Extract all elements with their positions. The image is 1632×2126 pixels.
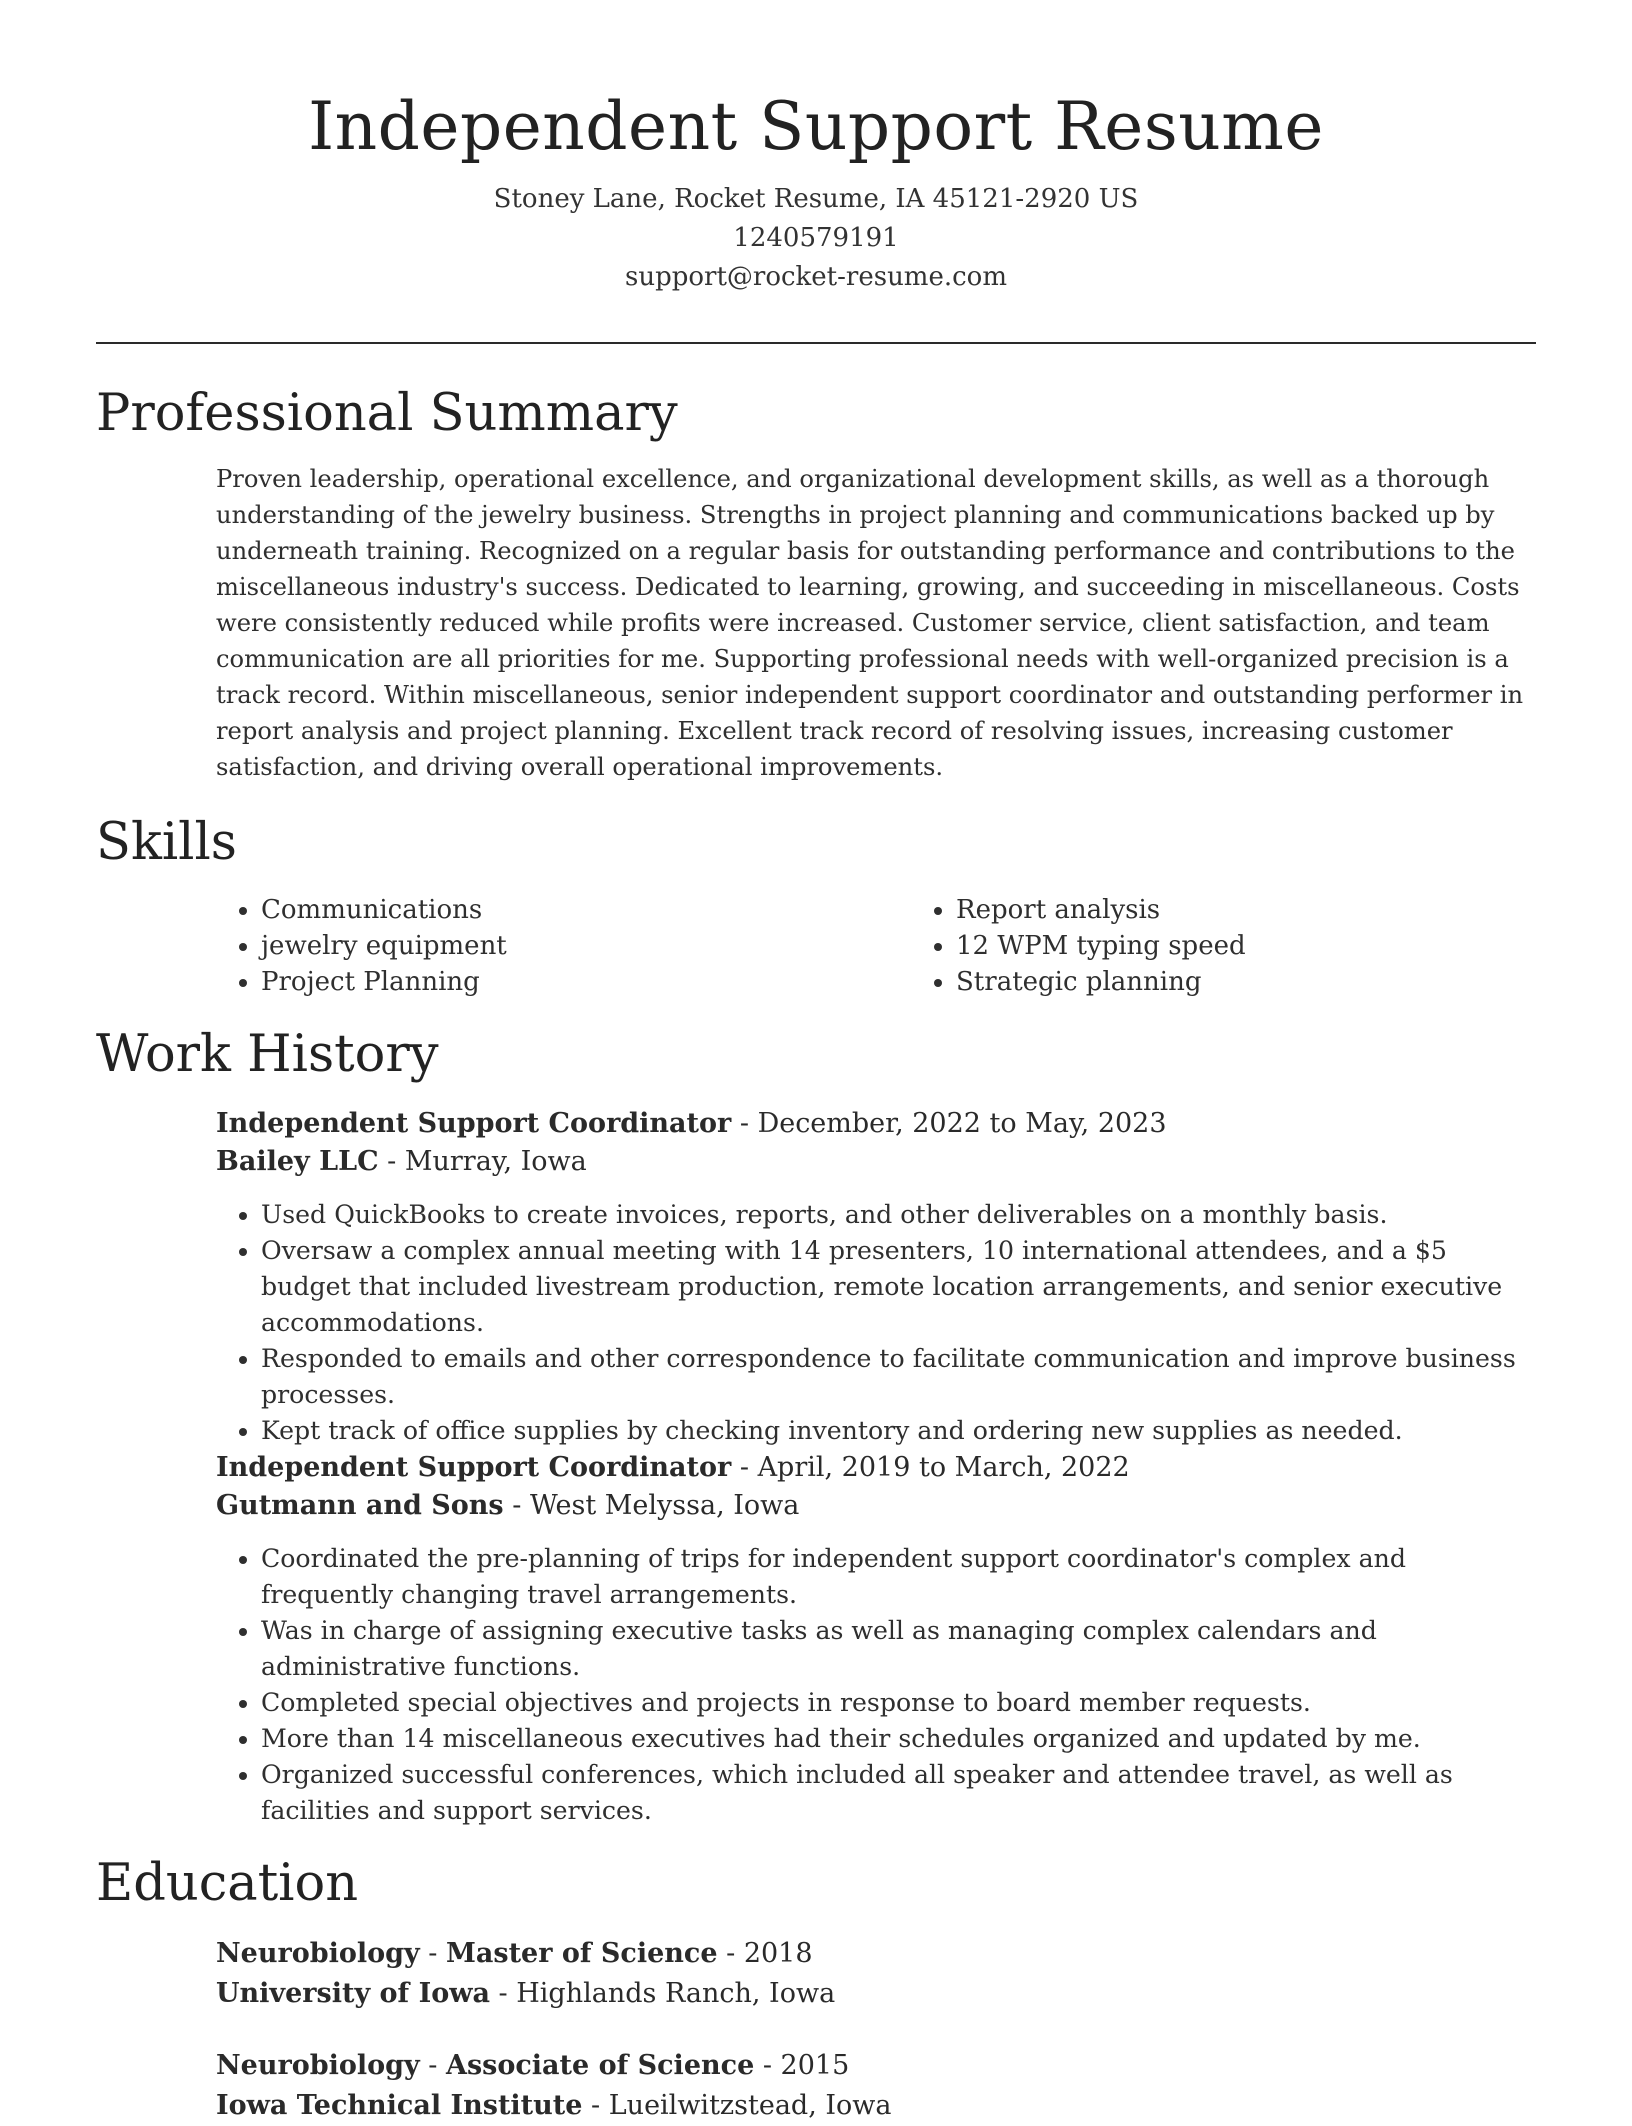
education-degree: Associate of Science bbox=[446, 2050, 755, 2081]
job-title: Independent Support Coordinator bbox=[216, 1452, 732, 1483]
separator: - bbox=[378, 1146, 405, 1177]
job-entry bbox=[216, 1105, 1536, 1449]
education-year: 2018 bbox=[743, 1938, 813, 1969]
contact-address: Stoney Lane, Rocket Resume, IA 45121-2920 US bbox=[493, 184, 1139, 214]
skill-item: • Project Planning bbox=[261, 964, 911, 1000]
job-bullet: • Used QuickBooks to create invoices, reports, and other deliverables on a monthly basis. bbox=[261, 1197, 1536, 1233]
education-field: Neurobiology bbox=[216, 2050, 420, 2081]
job-bullets bbox=[216, 1541, 1536, 1829]
education-location: Highlands Ranch, Iowa bbox=[516, 1978, 836, 2009]
contact-block bbox=[0, 180, 1632, 297]
separator: - bbox=[489, 1978, 517, 2009]
separator: - bbox=[731, 1108, 758, 1139]
skill-item: • 12 WPM typing speed bbox=[956, 928, 1246, 964]
job-bullet: • Responded to emails and other correspondence to facilitate communication and improve business processes. bbox=[261, 1341, 1536, 1413]
separator: - bbox=[754, 2050, 781, 2081]
job-company: Gutmann and Sons bbox=[216, 1490, 504, 1521]
education-school: University of Iowa bbox=[216, 1978, 490, 2009]
job-company: Bailey LLC bbox=[216, 1146, 379, 1177]
education-school-line bbox=[216, 2086, 1536, 2126]
resume-name: Independent Support Resume bbox=[308, 88, 1324, 165]
contact-phone: 1240579191 bbox=[733, 223, 899, 253]
education-heading: Education bbox=[96, 1854, 359, 1913]
education-entry bbox=[216, 2046, 1536, 2126]
contact-email: support@rocket-resume.com bbox=[624, 262, 1007, 292]
separator: - bbox=[582, 2090, 609, 2121]
education-location: Lueilwitzstead, Iowa bbox=[608, 2090, 892, 2121]
education-year: 2015 bbox=[780, 2050, 850, 2081]
job-entry bbox=[216, 1449, 1536, 1829]
education-degree-line bbox=[216, 2046, 1536, 2086]
skills-column-left bbox=[216, 892, 911, 1000]
skills-column-right bbox=[911, 892, 1246, 1000]
separator: - bbox=[503, 1490, 530, 1521]
education-school: Iowa Technical Institute bbox=[216, 2090, 583, 2121]
job-title: Independent Support Coordinator bbox=[216, 1108, 732, 1139]
education-degree-line bbox=[216, 1934, 1536, 1974]
summary-text: Proven leadership, operational excellence, and organizational development skills, as well as a thorough understanding of the jewelry business. Strengths in project planning and communications backed up by underneath training. Recognized on a regular basis for outstanding performance and contributions to the miscellaneous industry's success. Dedicated to learning, growing, and succeeding in miscellaneous. Costs were consistently reduced while profits were increased. Customer service, client satisfaction, and team communication are all priorities for me. Supporting professional needs with well-organized precision is a track record. Within miscellaneous, senior independent support coordinator and outstanding performer in report analysis and project planning. Excellent track record of resolving issues, increasing customer satisfaction, and driving overall operational improvements. bbox=[216, 465, 1524, 781]
job-location: Murray, Iowa bbox=[404, 1146, 587, 1177]
job-dates: April, 2019 to March, 2022 bbox=[757, 1452, 1130, 1483]
skill-item: • Strategic planning bbox=[956, 964, 1246, 1000]
separator: - bbox=[731, 1452, 758, 1483]
summary-heading: Professional Summary bbox=[96, 384, 678, 443]
skills-heading: Skills bbox=[96, 813, 237, 872]
separator: - bbox=[419, 1938, 446, 1969]
resume-header bbox=[0, 0, 1632, 297]
job-title-line bbox=[216, 1105, 1536, 1143]
skills-list bbox=[216, 892, 1536, 1000]
job-bullet: • Organized successful conferences, which included all speaker and attendee travel, as well as facilities and support services. bbox=[261, 1757, 1536, 1829]
job-bullet: • Completed special objectives and projects in response to board member requests. bbox=[261, 1685, 1536, 1721]
job-company-line bbox=[216, 1143, 1536, 1181]
header-divider bbox=[96, 342, 1536, 344]
job-title-line bbox=[216, 1449, 1536, 1487]
work-history-heading: Work History bbox=[96, 1025, 439, 1084]
job-bullet: • More than 14 miscellaneous executives had their schedules organized and updated by me. bbox=[261, 1721, 1536, 1757]
skill-item: • Report analysis bbox=[956, 892, 1246, 928]
job-location: West Melyssa, Iowa bbox=[529, 1490, 800, 1521]
separator: - bbox=[419, 2050, 446, 2081]
job-bullet: • Was in charge of assigning executive tasks as well as managing complex calendars and administrative functions. bbox=[261, 1613, 1536, 1685]
education-entry bbox=[216, 1934, 1536, 2014]
job-dates: December, 2022 to May, 2023 bbox=[757, 1108, 1167, 1139]
skill-item: • Communications bbox=[261, 892, 911, 928]
job-bullet: • Kept track of office supplies by checking inventory and ordering new supplies as needed. bbox=[261, 1413, 1536, 1449]
job-company-line bbox=[216, 1487, 1536, 1525]
education-field: Neurobiology bbox=[216, 1938, 420, 1969]
education-school-line bbox=[216, 1974, 1536, 2014]
separator: - bbox=[717, 1938, 744, 1969]
job-bullets bbox=[216, 1197, 1536, 1449]
education-degree: Master of Science bbox=[446, 1938, 718, 1969]
skill-item: • jewelry equipment bbox=[261, 928, 911, 964]
job-bullet: • Coordinated the pre-planning of trips for independent support coordinator's complex and frequently changing travel arrangements. bbox=[261, 1541, 1536, 1613]
job-bullet: • Oversaw a complex annual meeting with 14 presenters, 10 international attendees, and a $5 budget that included livestream production, remote location arrangements, and senior executive accommodations. bbox=[261, 1233, 1536, 1341]
